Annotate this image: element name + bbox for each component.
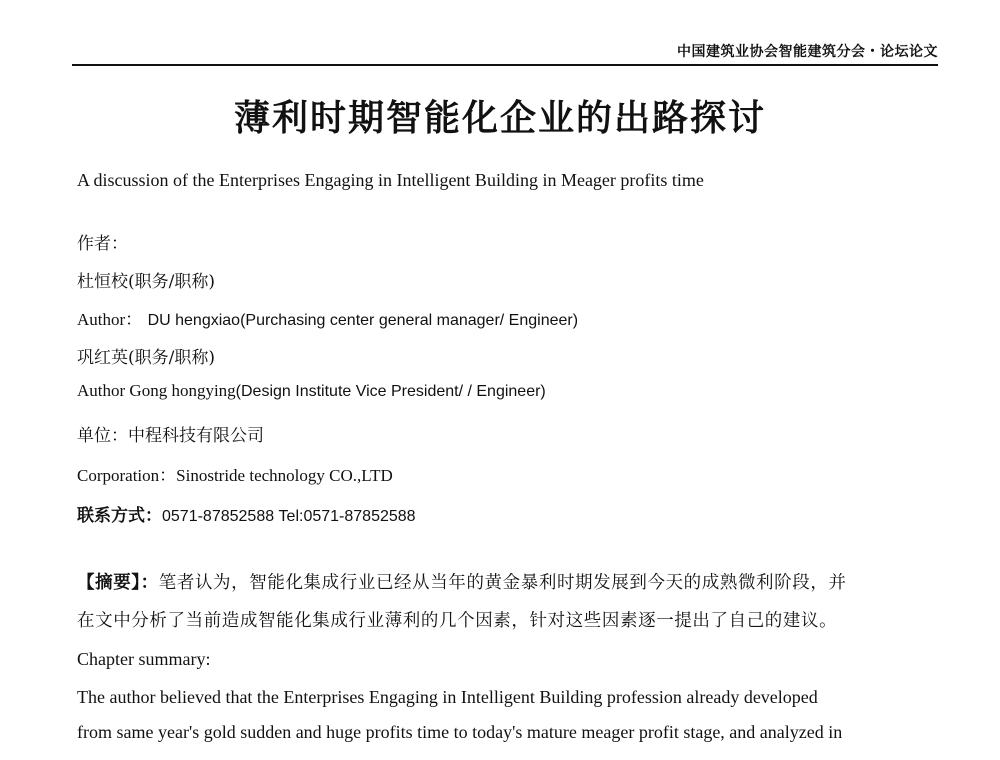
unit-line — [77, 421, 264, 446]
contact-line — [77, 501, 416, 526]
author1-english-name: DU hengxiao(Purchasing center general manager/ Engineer) — [147, 312, 579, 329]
corporation-value: Sinostride technology CO.,LTD — [176, 466, 393, 485]
author2-english — [77, 381, 546, 401]
summary-english-line-2: from same year's gold sudden and huge profits time to today's mature meager profit stage, and analyzed in — [77, 722, 843, 742]
abstract-label: 【摘要】： — [77, 573, 159, 593]
running-header-text: 中国建筑业协会智能建筑分会・论坛论文 — [677, 44, 938, 60]
author2-english-prefix: Author Gong hongying — [77, 381, 236, 400]
author1-english — [77, 305, 578, 330]
abstract-text-1: 笔者认为，智能化集成行业已经从当年的黄金暴利时期发展到今天的成熟微利阶段，并 — [158, 573, 847, 593]
contact-label: 联系方式： — [77, 506, 162, 526]
author2-english-name: (Design Institute Vice President/ / Engineer) — [235, 383, 546, 400]
paper-title: 薄利时期智能化企业的出路探讨 — [233, 97, 766, 139]
author1-chinese: 杜恒校(职务/职称) — [77, 272, 215, 292]
author1-english-prefix: Author： — [77, 310, 143, 329]
abstract-line-1 — [77, 569, 847, 594]
english-title: A discussion of the Enterprises Engaging in Intelligent Building in Meager profits time — [77, 170, 704, 190]
contact-value: 0571-87852588 Tel:0571-87852588 — [162, 508, 416, 525]
running-header — [72, 38, 938, 66]
unit-value: 中程科技有限公司 — [128, 426, 264, 446]
summary-english-line-1: The author believed that the Enterprises Engaging in Intelligent Building profession already developed — [77, 687, 818, 707]
authors-label: 作者： — [77, 234, 128, 254]
corporation-line — [77, 461, 393, 486]
abstract-line-2: 在文中分析了当前造成智能化集成行业薄利的几个因素，针对这些因素逐一提出了自己的建议。 — [77, 611, 838, 631]
corporation-label: Corporation： — [77, 466, 177, 485]
chapter-summary-label: Chapter summary: — [77, 649, 211, 669]
unit-label: 单位： — [77, 426, 128, 446]
author2-chinese: 巩红英(职务/职称) — [77, 348, 215, 368]
